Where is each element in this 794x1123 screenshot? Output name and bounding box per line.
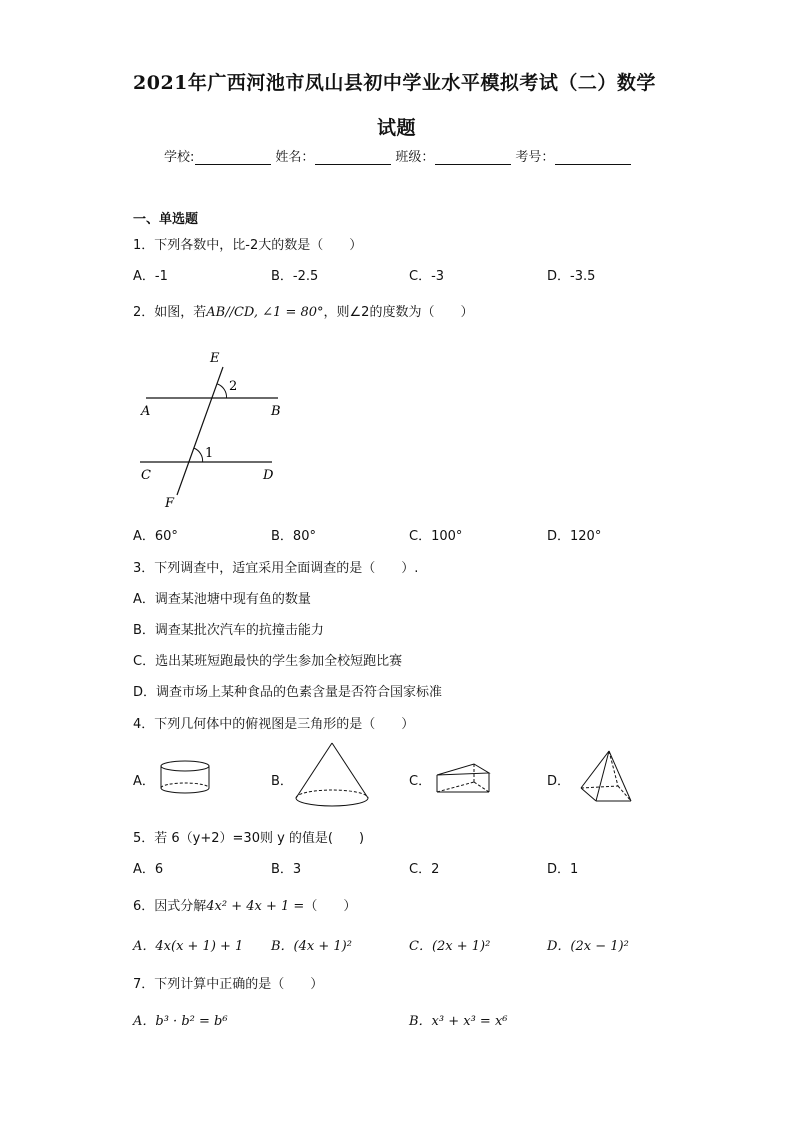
label-e: E [210, 351, 220, 366]
q4-option-a: A． [133, 774, 155, 789]
label-a: A [141, 404, 151, 419]
q3-option-c: C．选出某班短跑最快的学生参加全校短跑比赛 [133, 654, 403, 669]
transversal-ef [177, 367, 223, 495]
q4-option-d: D． [547, 774, 571, 789]
q4-option-c: C． [409, 774, 432, 789]
student-info-line [164, 146, 635, 165]
q6-option-c: C．(2x + 1)² [409, 939, 491, 954]
q1-option-d: D．-3.5 [547, 269, 596, 284]
q7-option-b: B．x³ + x³ = x⁶ [409, 1014, 508, 1029]
q7-stem: 7．下列计算中正确的是（ ） [133, 977, 324, 992]
q3-stem: 3．下列调查中，适宜采用全面调查的是（ ）. [133, 561, 419, 576]
school-field[interactable] [195, 150, 271, 165]
label-b: B [271, 404, 281, 419]
q2-stem-math: AB//CD, ∠1 = 80° [206, 305, 324, 320]
q2-option-a: A．60° [133, 529, 178, 544]
q5-stem: 5．若 6（y+2）=30则 y 的值是( ) [133, 831, 365, 846]
q1-option-c: C．-3 [409, 269, 445, 284]
cylinder-icon [158, 758, 212, 796]
q2-stem-suffix: ，则∠2的度数为（ ） [323, 305, 474, 320]
q1-option-b: B．-2.5 [271, 269, 319, 284]
class-label: 班级： [395, 150, 435, 165]
q6-stem-prefix: 6．因式分解 [133, 899, 207, 914]
q5-option-b: B．3 [271, 862, 302, 877]
label-angle-1: 1 [205, 446, 214, 461]
q2-option-d: D．120° [547, 529, 602, 544]
q6-stem-math: 4x² + 4x + 1 = [206, 899, 305, 914]
q5-option-d: D．1 [547, 862, 579, 877]
q2-stem-prefix: 2．如图，若 [133, 305, 207, 320]
q2-stem [133, 301, 473, 320]
label-angle-2: 2 [229, 379, 238, 394]
q2-option-b: B．80° [271, 529, 316, 544]
name-label: 姓名： [275, 150, 315, 165]
q6-option-d: D．(2x − 1)² [547, 939, 629, 954]
q4-stem: 4．下列几何体中的俯视图是三角形的是（ ） [133, 717, 415, 732]
q5-option-a: A．6 [133, 862, 164, 877]
q1-stem: 1．下列各数中，比-2大的数是（ ） [133, 238, 363, 253]
pyramid-icon [576, 748, 638, 806]
exam-number-field[interactable] [555, 150, 631, 165]
q5-option-c: C．2 [409, 862, 440, 877]
q6-stem-suffix: （ ） [304, 899, 357, 914]
q4-option-b: B． [271, 774, 293, 789]
angle-2-arc [218, 384, 227, 398]
cone-icon [292, 740, 372, 810]
parallel-lines-figure [130, 345, 300, 515]
triangular-prism-icon [434, 760, 492, 796]
exam-number-label: 考号： [515, 150, 555, 165]
q6-stem [133, 895, 356, 914]
label-d: D [263, 468, 274, 483]
q7-option-a: A．b³ · b² = b⁶ [133, 1014, 228, 1029]
q2-option-c: C．100° [409, 529, 463, 544]
q1-option-a: A．-1 [133, 269, 168, 284]
q6-option-a: A．4x(x + 1) + 1 [133, 939, 244, 954]
label-f: F [165, 496, 175, 511]
label-c: C [141, 468, 151, 483]
section-heading: 一、单选题 [133, 212, 199, 227]
q3-option-b: B．调查某批次汽车的抗撞击能力 [133, 623, 324, 638]
page-title-line1: 2021年广西河池市凤山县初中学业水平模拟考试（二）数学 [133, 72, 656, 94]
angle-1-arc [194, 448, 203, 462]
q3-option-a: A．调查某池塘中现有鱼的数量 [133, 592, 311, 607]
q3-option-d: D．调查市场上某种食品的色素含量是否符合国家标准 [133, 685, 443, 700]
page-title-line2: 试题 [377, 117, 417, 139]
class-field[interactable] [435, 150, 511, 165]
name-field[interactable] [315, 150, 391, 165]
q6-option-b: B．(4x + 1)² [271, 939, 352, 954]
school-label: 学校: [164, 150, 195, 165]
